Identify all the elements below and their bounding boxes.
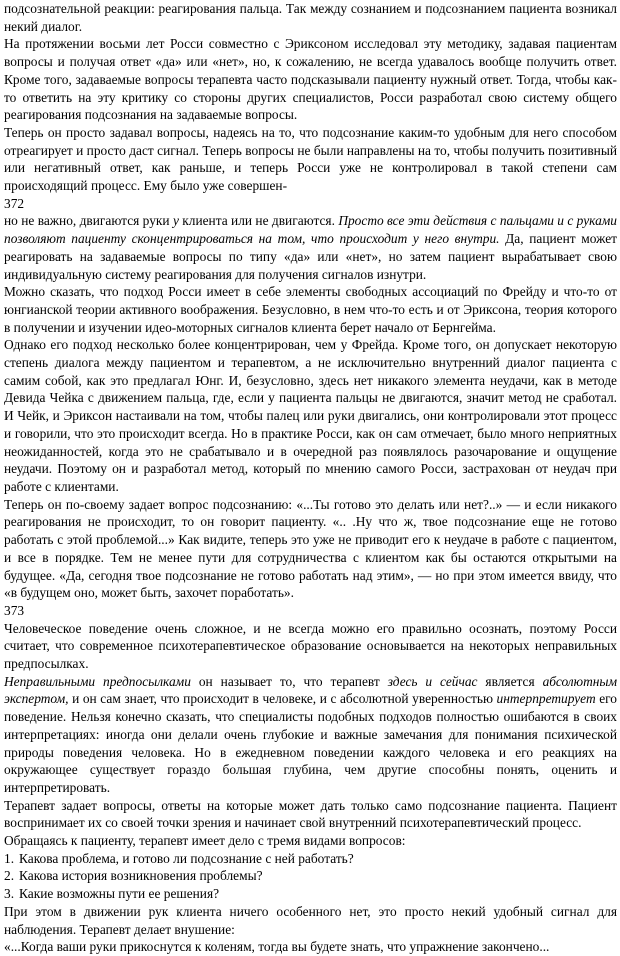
list-item-text: Какова проблема, и готово ли подсознание с ней работать? bbox=[19, 850, 354, 866]
italic-text-run: интерпретирует bbox=[496, 691, 596, 707]
list-item-number: 2. bbox=[4, 868, 15, 884]
text-run: и он сам знает, что происходит в человеке, и с абсолютной уверенностью bbox=[68, 691, 497, 707]
paragraph: Обращаясь к пациенту, терапевт имеет дело с тремя видами вопросов: bbox=[4, 833, 406, 849]
list-item-text: Какие возможны пути ее решения? bbox=[19, 886, 220, 902]
paragraph: Теперь он просто задавал вопросы, надеясь на то, что подсознание каким-то удобным для него способом отреагирует и просто даст сигнал. Теперь вопросы не были направлены на то, чтобы получить позитивный или негативный ответ, как раньше, и теперь Росси уже не контролировал в такой степени сам происходящий процесс. Ему было уже совершен- bbox=[4, 124, 617, 194]
paragraph: Теперь он по-своему задает вопрос подсознанию: «...Ты готово это делать или нет?..» — и если никакого реагирования не происходит, то он говорит пациенту. «.. .Ну что ж, твое подсознание еще не готово работать с этой проблемой...» Как видите, теперь это уже не приводит его к неудаче в работе с пациентом, и все в порядке. Тем не менее пути для сотрудничества с клиентом как бы остаются открытыми на будущее. «Да, сегодня твое подсознание не готово работать над этим», — но при этом имеется ввиду, что «в будущем оно, может быть, захочет поработать». bbox=[4, 496, 617, 601]
text-run: его поведение. Нельзя конечно сказать, что специалисты подобных подходов полностью ошибаются в своих интерпретациях: иногда они делали очень глубокие и важные замечания для понимания психической природы поведения человека. Но в ежедневном поведении каждого человека и его реакциях на окружающее существует гораздо большая глубина, чем другие способны понять, оценить и интерпретировать. bbox=[4, 691, 617, 795]
text-run: он называет то, что терапевт bbox=[190, 673, 388, 689]
paragraph bbox=[4, 673, 617, 797]
paragraph: Человеческое поведение очень сложное, и не всегда можно его правильно осознать, поэтому Росси считает, что современное психотерапевтическое образование основывается на некоторых неправильных предпосылках. bbox=[4, 620, 617, 672]
page-number: 372 bbox=[4, 195, 25, 211]
list-item-number: 1. bbox=[4, 850, 15, 866]
italic-text-run: Просто все эти действия с пальцами и с руками позволяют пациенту сконцентрироваться на том, что происходит у него внутри. bbox=[4, 213, 618, 247]
paragraph: Можно сказать, что подход Росси имеет в себе элементы свободных ассоциаций по Фрейду и что-то от юнгианской теории активного воображения. Безусловно, в нем что-то есть и от Эриксона, теория которого в получении и изучении идео-моторных сигналов клиента берет начало от Бернгейма. bbox=[4, 284, 617, 335]
italic-text-run: абсолютным экспертом, bbox=[4, 673, 618, 707]
paragraph: При этом в движении рук клиента ничего особенного нет, это просто некий удобный сигнал для наблюдения. Терапевт делает внушение: bbox=[4, 903, 617, 937]
text-run: клиента или не двигаются. bbox=[178, 213, 339, 229]
paragraph: «...Когда ваши руки прикоснутся к коленям, тогда вы будете знать, что упражнение закончено... bbox=[4, 939, 550, 955]
text-run: Да, пациент может реагировать на задаваемые вопросы по типу «да» или «нет», но затем пациент вырабатывает свою индивидуальную систему реагирования для получения сигналов изнутри. bbox=[4, 231, 617, 282]
text-run: но не важно, двигаются руки bbox=[4, 213, 173, 229]
page-number: 373 bbox=[4, 602, 25, 618]
list-item-number: 3. bbox=[4, 886, 15, 902]
paragraph bbox=[4, 212, 617, 283]
list-item bbox=[4, 885, 617, 903]
paragraph: Терапевт задает вопросы, ответы на которые может дать только само подсознание пациента. Пациент воспринимает их со своей точки зрения и начинает свой внутренний психотерапевтический процесс. bbox=[4, 797, 617, 831]
italic-text-run: у bbox=[172, 213, 179, 229]
paragraph: подсознательной реакции: реагирования пальца. Так между сознанием и подсознанием пациента возникал некий диалог. bbox=[4, 1, 617, 34]
question-list bbox=[4, 850, 617, 903]
list-item-text: Какова история возникновения проблемы? bbox=[19, 868, 263, 884]
italic-text-run: здесь и сейчас bbox=[387, 673, 478, 689]
text-run: является bbox=[477, 673, 543, 689]
italic-text-run: Неправильными предпосылками bbox=[4, 673, 191, 689]
paragraph: На протяжении восьми лет Росси совместно с Эриксоном исследовал эту методику, задавая пациентам вопросы и получая ответ «да» или «нет», но, к сожалению, не всегда удавалось вообще получить ответ. Кроме того, задаваемые вопросы терапевта часто подсказывали пациенту нужный ответ. Тогда, чтобы как-то ответить на эту критику со стороны других специалистов, Росси разработал свою систему общего реагирования подсознания на задаваемые вопросы. bbox=[4, 36, 617, 123]
list-item bbox=[4, 867, 617, 885]
list-item bbox=[4, 850, 617, 868]
paragraph: Однако его подход несколько более концентрирован, чем у Фрейда. Кроме того, он допускает некоторую степень диалога между пациентом и терапевтом, а не исключительно внутренний диалог пациента с самим собой, как это предлагал Юнг. И, безусловно, здесь нет никакого элемента неудачи, как в методе Девида Чейка с движением пальца, где, если у пациента пальцы не двигаются, значит метод не сработал. И Чейк, и Эриксон настаивали на том, чтобы палец или руки двигались, они контролировали этот процесс и говорили, что это происходит всегда. Но в практике Росси, как он сам отмечает, было много неприятных неожиданностей, когда это не срабатывало и в очередной раз появлялось разочарование и ощущение неудачи. Поэтому он и разработал метод, который по мнению самого Росси, застрахован от неудач при работе с клиентами. bbox=[4, 337, 617, 494]
